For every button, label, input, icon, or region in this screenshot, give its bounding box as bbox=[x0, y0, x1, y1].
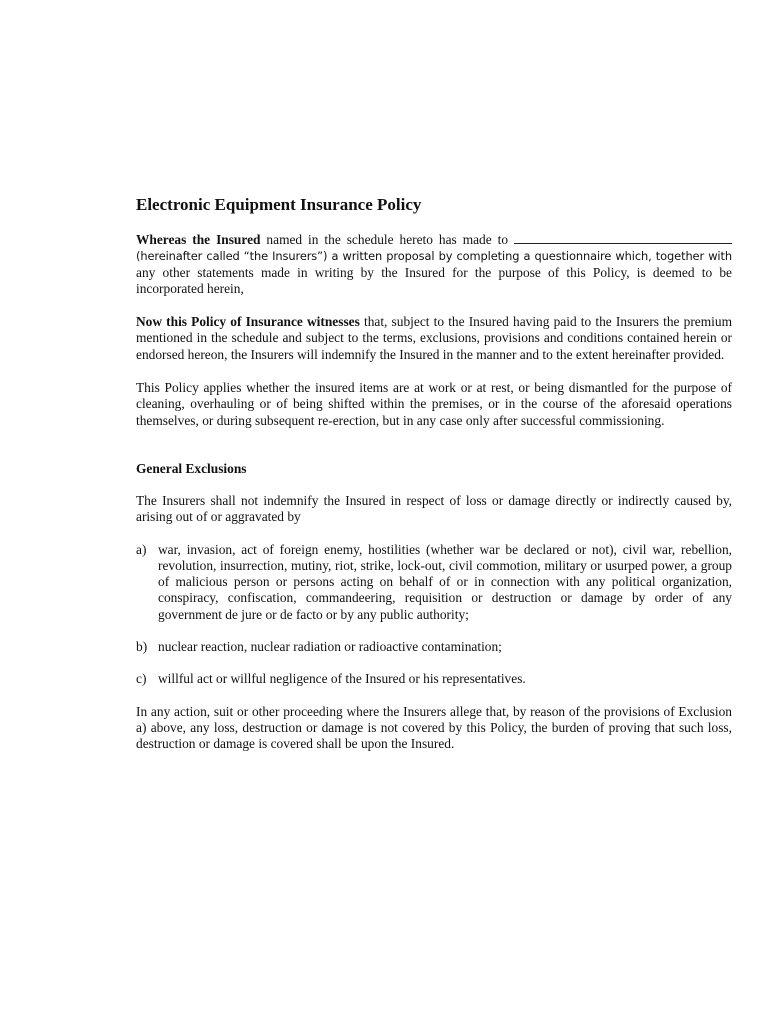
burden-of-proof-paragraph: In any action, suit or other proceeding where the Insurers allege that, by reason of the provisions of Exclusion a) above, any loss, destruction or damage is not covered by this Policy, the burden of proving that such loss, destruction or damage is covered shall be upon the Insured. bbox=[136, 703, 732, 752]
list-marker: a) bbox=[136, 541, 147, 557]
list-item-text: willful act or willful negligence of the Insured or his representatives. bbox=[158, 671, 526, 687]
list-item-text: nuclear reaction, nuclear radiation or radioactive contamination; bbox=[158, 639, 502, 655]
document-page bbox=[136, 193, 732, 753]
applies-paragraph: This Policy applies whether the insured items are at work or at rest, or being dismantled for the purpose of cleaning, overhauling or of being shifted within the premises, or in the course of the aforesaid operations themselves, or during subsequent re-erection, but in any case only after successful commissioning. bbox=[136, 380, 732, 428]
list-item bbox=[136, 639, 732, 655]
list-item bbox=[136, 542, 732, 623]
exclusions-intro: The Insurers shall not indemnify the Insured in respect of loss or damage directly or indirectly caused by, arising out of or aggravated by bbox=[136, 492, 732, 525]
exclusions-list bbox=[136, 542, 732, 688]
document-title: Electronic Equipment Insurance Policy bbox=[136, 195, 422, 214]
list-item-text: war, invasion, act of foreign enemy, hostilities (whether war be declared or not), civil war, rebellion, revolution, insurrection, mutiny, riot, strike, lock-out, civil commotion, military or usurped power, a group of malicious person or persons acting on behalf of or in connection with any political organization, conspiracy, confiscation, commandeering, requisition or destruction or damage by order of any government de jure or de facto or by any public authority; bbox=[158, 541, 732, 622]
whereas-lead: Whereas the Insured bbox=[136, 232, 261, 247]
witnesses-lead: Now this Policy of Insurance witnesses bbox=[136, 314, 360, 330]
list-marker: b) bbox=[136, 639, 148, 655]
whereas-paragraph bbox=[136, 232, 732, 297]
whereas-text-continued: any other statements made in writing by the Insured for the purpose of this Policy, is deemed to be incorporated herein, bbox=[136, 264, 732, 296]
list-item bbox=[136, 671, 732, 687]
handwritten-insertion: (hereinafter called “the Insurers”) a written proposal by completing a questionnaire which, together with bbox=[136, 249, 732, 264]
whereas-text: named in the schedule hereto has made to bbox=[260, 232, 514, 247]
insurer-name-blank bbox=[514, 232, 732, 244]
witnesses-paragraph bbox=[136, 314, 732, 363]
list-marker: c) bbox=[136, 671, 147, 687]
general-exclusions-heading: General Exclusions bbox=[136, 460, 247, 476]
witnesses-text: that, subject to the Insured having paid to the Insurers the premium mentioned in the schedule and subject to the terms, exclusions, provisions and conditions contained herein or endorsed hereon, the Insurers will indemnify the Insured in the manner and to the extent hereinafter provided. bbox=[136, 314, 732, 362]
